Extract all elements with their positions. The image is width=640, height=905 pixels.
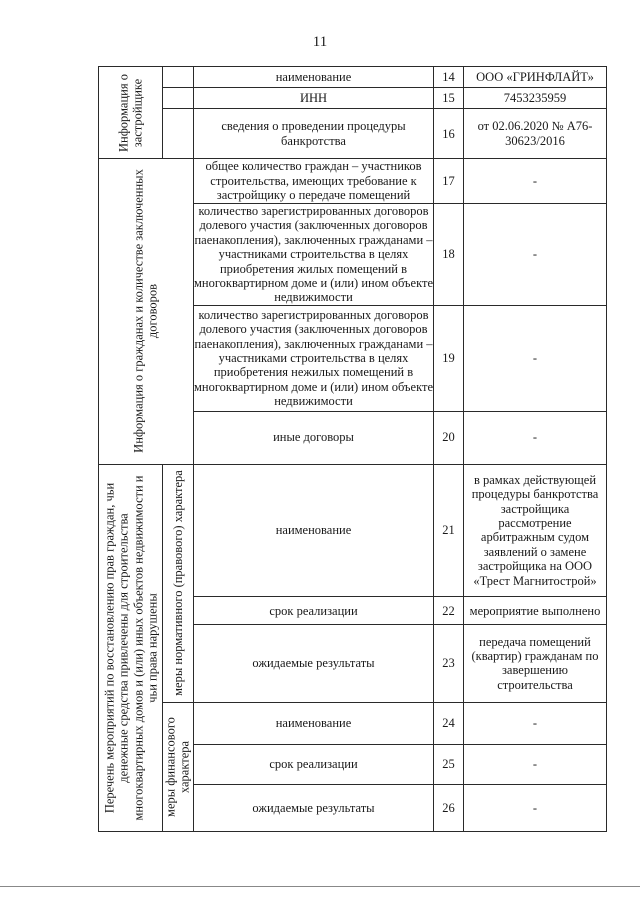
table-row — [99, 88, 607, 109]
table-row — [99, 702, 607, 744]
section-label: Информация о гражданах и количестве заключенных договоров — [131, 169, 160, 454]
data-table — [98, 66, 607, 832]
page-number: 11 — [312, 34, 328, 50]
row-label: ИНН — [194, 88, 434, 109]
row-number: 19 — [434, 305, 464, 411]
blank-cell — [163, 109, 194, 159]
row-value: от 02.06.2020 № А76-30623/2016 — [464, 109, 607, 159]
row-value: передача помещений (квартир) гражданам по завершению строительства — [464, 625, 607, 702]
section-label: Информация о застройщике — [116, 73, 145, 152]
blank-cell — [163, 88, 194, 109]
row-label: ожидаемые результаты — [194, 625, 434, 702]
row-number: 22 — [434, 597, 464, 625]
section-citizens-info — [99, 159, 194, 465]
blank-cell — [163, 67, 194, 88]
row-number: 25 — [434, 744, 464, 784]
row-value: - — [464, 702, 607, 744]
row-number: 23 — [434, 625, 464, 702]
row-label: наименование — [194, 67, 434, 88]
table-row — [99, 159, 607, 204]
row-label: количество зарегистрированных договоров долевого участия (заключенных договоров паенакопления), заключенных гражданами – участниками строительства в целях приобретения нежилых помещений в многоквартирном доме и (или) ином объекте недвижимости — [194, 305, 434, 411]
row-number: 16 — [434, 109, 464, 159]
row-label: срок реализации — [194, 597, 434, 625]
row-label: иные договоры — [194, 411, 434, 464]
row-label: общее количество граждан – участников строительства, имеющих требование к застройщику о передаче помещений — [194, 159, 434, 204]
section-measures-list — [99, 464, 163, 831]
row-label: сведения о проведении процедуры банкротства — [194, 109, 434, 159]
section-financial-measures — [163, 702, 194, 831]
row-label: наименование — [194, 702, 434, 744]
row-value: ООО «ГРИНФЛАЙТ» — [464, 67, 607, 88]
row-value: - — [464, 411, 607, 464]
row-label: срок реализации — [194, 744, 434, 784]
row-label: наименование — [194, 464, 434, 597]
row-value: в рамках действующей процедуры банкротства застройщика рассмотрение арбитражным судом заявлений о замене застройщика на ООО «Трест Магнитострой» — [464, 464, 607, 597]
row-number: 20 — [434, 411, 464, 464]
section-developer-info — [99, 67, 163, 159]
table-row — [99, 67, 607, 88]
row-value: - — [464, 204, 607, 306]
page-bottom-divider — [0, 886, 640, 887]
row-value: - — [464, 159, 607, 204]
row-value: - — [464, 744, 607, 784]
section-label: меры нормативного (правового) характера — [170, 470, 185, 697]
section-legal-measures — [163, 464, 194, 702]
row-number: 18 — [434, 204, 464, 306]
section-label: Перечень мероприятий по восстановлению прав граждан, чьи денежные средства привлечены для строительства многоквартирных домов и (или) иных объектов недвижимости и чьи права нарушены — [101, 475, 159, 821]
row-number: 21 — [434, 464, 464, 597]
row-number: 15 — [434, 88, 464, 109]
section-label: меры финансового характера — [163, 716, 192, 817]
row-value: 7453235959 — [464, 88, 607, 109]
row-number: 14 — [434, 67, 464, 88]
row-number: 17 — [434, 159, 464, 204]
table-row — [99, 109, 607, 159]
row-value: - — [464, 305, 607, 411]
row-value: мероприятие выполнено — [464, 597, 607, 625]
row-number: 26 — [434, 785, 464, 831]
row-value: - — [464, 785, 607, 831]
row-label: ожидаемые результаты — [194, 785, 434, 831]
row-label: количество зарегистрированных договоров долевого участия (заключенных договоров паенакопления), заключенных гражданами – участниками строительства в целях приобретения жилых помещений в многоквартирном доме и (или) ином объекте недвижимости — [194, 204, 433, 305]
table-row — [99, 464, 607, 597]
row-number: 24 — [434, 702, 464, 744]
